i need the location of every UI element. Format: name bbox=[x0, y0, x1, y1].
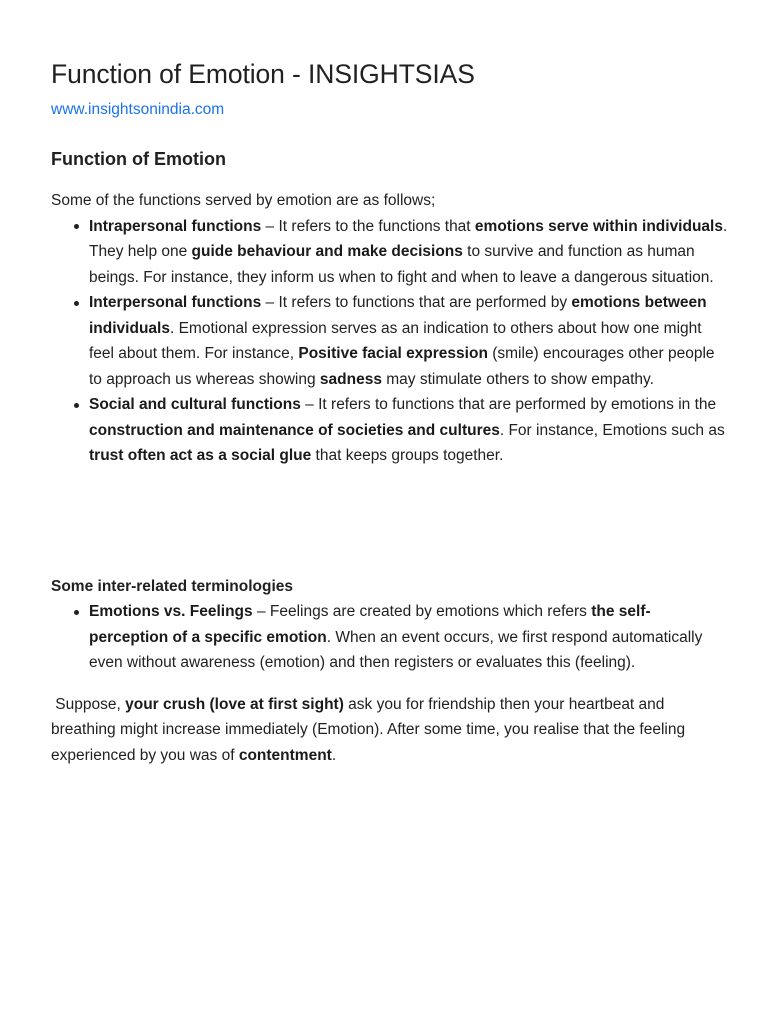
list-item-emotions-vs-feelings bbox=[89, 599, 728, 676]
item-label: Intrapersonal functions bbox=[89, 217, 262, 235]
paragraph-text: ask you for friendship then your heartbeat and breathing might increase immediately (Emotion). After some time, you realise that the feeling experienced by you was of bbox=[51, 695, 686, 764]
item-text: – It refers to the functions that bbox=[261, 217, 475, 235]
item-emphasis: construction and maintenance of societies and cultures bbox=[89, 421, 500, 439]
item-emphasis: emotions serve within individuals bbox=[474, 217, 723, 235]
functions-list bbox=[51, 392, 728, 469]
item-text: – Feelings are created by emotions which refers bbox=[252, 603, 592, 620]
paragraph-text: Suppose, bbox=[51, 695, 126, 713]
source-link[interactable]: www.insightsonindia.com bbox=[51, 101, 225, 118]
closing-paragraph bbox=[51, 692, 728, 769]
item-text: (smile) encourages other people to approach us whereas showing bbox=[89, 345, 715, 388]
item-emphasis: guide behaviour and make decisions bbox=[191, 243, 463, 260]
terminologies-heading: Some inter-related terminologies bbox=[51, 577, 294, 595]
section-heading: Function of Emotion bbox=[51, 149, 226, 169]
list-item-interpersonal bbox=[89, 290, 728, 392]
list-item-social-cultural bbox=[89, 392, 728, 469]
item-text: to survive and function as human beings. For instance, they inform us when to fight and when to leave a dangerous situation. bbox=[89, 243, 714, 286]
paragraph-emphasis: contentment bbox=[238, 746, 332, 764]
item-text: that keeps groups together. bbox=[311, 447, 504, 464]
item-emphasis: the self-perception of a specific emotion bbox=[89, 603, 651, 646]
item-text: may stimulate others to show empathy. bbox=[381, 370, 654, 388]
item-text: – It refers to functions that are performed by emotions in the bbox=[300, 396, 717, 413]
paragraph-text: . bbox=[331, 746, 337, 764]
page-title: Function of Emotion - INSIGHTSIAS bbox=[51, 59, 475, 89]
intro-paragraph: Some of the functions served by emotion are as follows; bbox=[51, 192, 436, 209]
item-label: Interpersonal functions bbox=[89, 294, 262, 311]
item-text: – It refers to functions that are performed by bbox=[261, 294, 572, 311]
functions-list bbox=[51, 214, 728, 291]
item-text: . They help one bbox=[89, 217, 728, 260]
item-emphasis: Positive facial expression bbox=[298, 345, 488, 362]
item-text: . Emotional expression serves as an indication to others about how one might feel about them. For instance, bbox=[89, 319, 702, 362]
item-text: . When an event occurs, we first respond automatically even without awareness (emotion) and then registers or evaluates this (feeling). bbox=[89, 628, 703, 671]
item-emphasis: sadness bbox=[319, 370, 382, 388]
item-label: Emotions vs. Feelings bbox=[89, 603, 253, 620]
list-item-intrapersonal bbox=[89, 214, 728, 291]
functions-list bbox=[51, 290, 728, 392]
item-text: . For instance, Emotions such as bbox=[499, 421, 725, 439]
terminologies-list bbox=[51, 599, 728, 676]
paragraph-emphasis: your crush (love at first sight) bbox=[125, 695, 344, 713]
item-emphasis: trust often act as a social glue bbox=[89, 447, 312, 464]
item-label: Social and cultural functions bbox=[89, 396, 301, 413]
item-emphasis: emotions between individuals bbox=[89, 294, 707, 337]
